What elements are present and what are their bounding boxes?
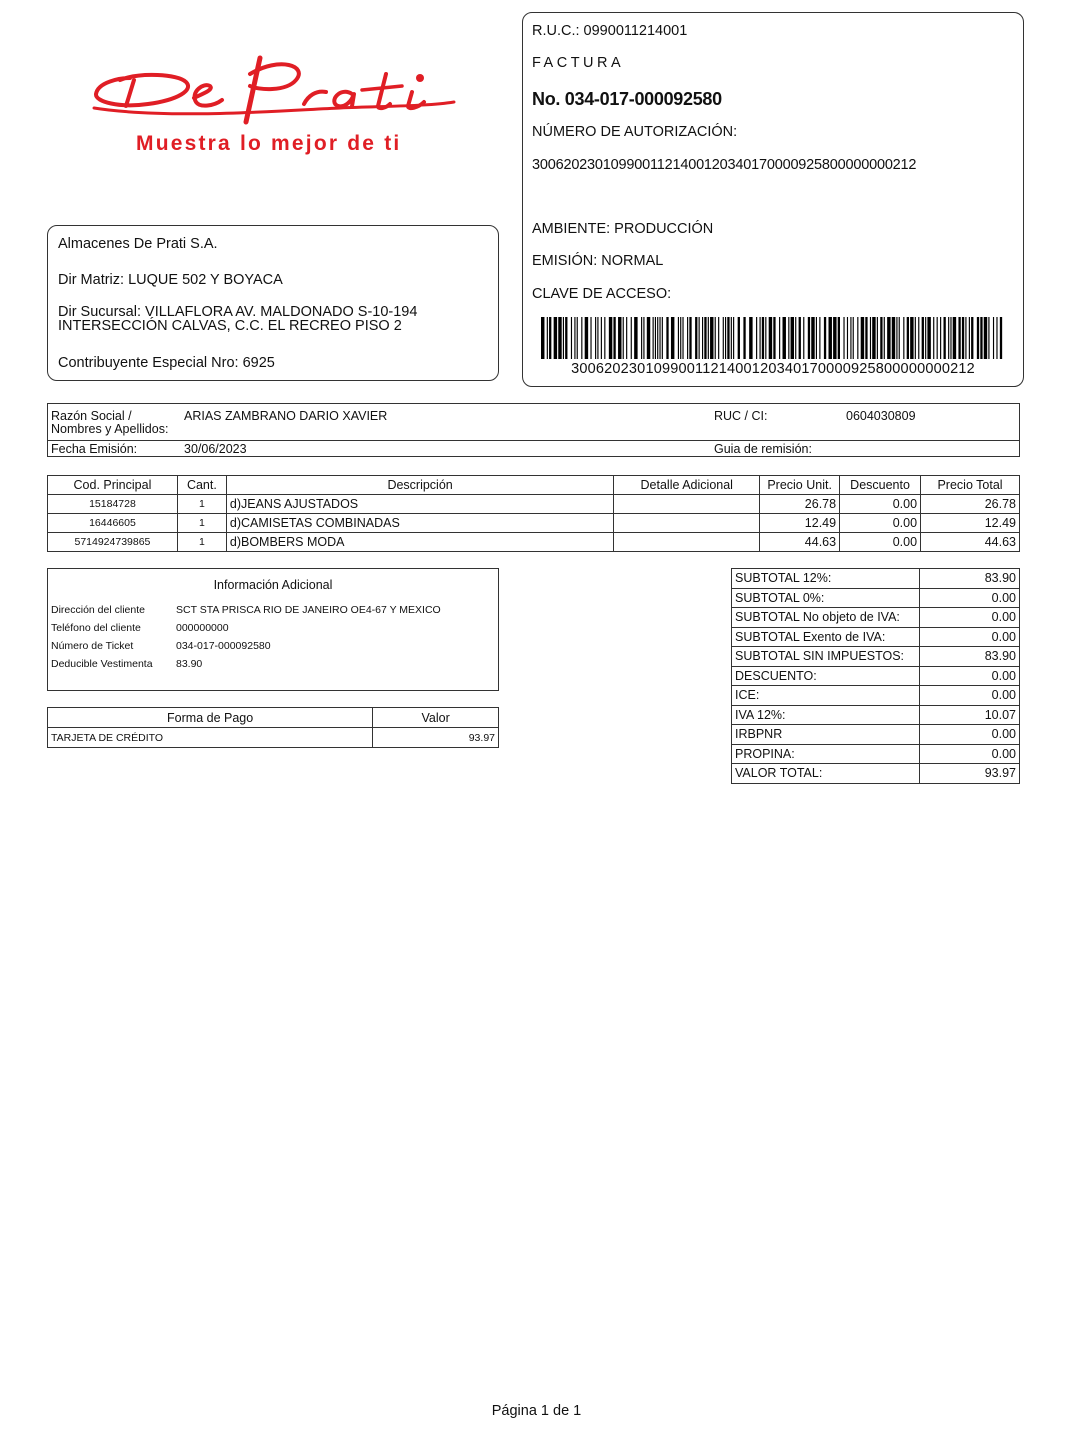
totals-value: 0.00 [920, 725, 1020, 745]
table-row [48, 514, 1020, 533]
totals-row [732, 569, 1020, 589]
payment-value: 93.97 [373, 728, 499, 748]
totals-label: SUBTOTAL No objeto de IVA: [732, 608, 920, 628]
item-total: 26.78 [921, 495, 1020, 514]
info-key: Teléfono del cliente [51, 622, 141, 634]
totals-row [732, 764, 1020, 784]
customer-ruc-label: RUC / CI: [714, 409, 768, 423]
info-key: Número de Ticket [51, 640, 134, 652]
totals-value: 83.90 [920, 569, 1020, 589]
item-detail [614, 514, 760, 533]
guia-remision-label: Guia de remisión: [714, 442, 812, 456]
de-prati-logo [90, 50, 470, 170]
info-key: Dirección del cliente [51, 604, 145, 616]
payment-method-header: Forma de Pago [48, 708, 373, 728]
invoice-ambiente: AMBIENTE: PRODUCCIÓN [532, 221, 714, 237]
payment-method: TARJETA DE CRÉDITO [48, 728, 373, 748]
totals-row [732, 705, 1020, 725]
invoice-ruc: R.U.C.: 0990011214001 [532, 23, 688, 39]
totals-label: VALOR TOTAL: [732, 764, 920, 784]
totals-label: SUBTOTAL 12%: [732, 569, 920, 589]
item-description: d)BOMBERS MODA [226, 533, 613, 552]
col-header-code: Cod. Principal [48, 476, 178, 495]
authorization-label: NÚMERO DE AUTORIZACIÓN: [532, 124, 738, 140]
col-header-detail: Detalle Adicional [614, 476, 760, 495]
totals-label: PROPINA: [732, 744, 920, 764]
totals-row [732, 686, 1020, 706]
item-discount: 0.00 [840, 514, 921, 533]
customer-name: ARIAS ZAMBRANO DARIO XAVIER [184, 409, 388, 423]
invoice-doc-type: FACTURA [532, 55, 625, 71]
totals-row [732, 725, 1020, 745]
item-discount: 0.00 [840, 533, 921, 552]
item-code: 16446605 [48, 514, 178, 533]
totals-row [732, 588, 1020, 608]
totals-label: IRBPNR [732, 725, 920, 745]
totals-value: 0.00 [920, 666, 1020, 686]
payment-table [47, 707, 499, 748]
table-row [48, 495, 1020, 514]
item-total: 44.63 [921, 533, 1020, 552]
payment-header-row [48, 708, 499, 728]
page-number: Página 1 de 1 [491, 1403, 582, 1419]
totals-row [732, 647, 1020, 667]
customer-box [47, 403, 1020, 457]
additional-info-box [47, 568, 499, 691]
invoice-number: No. 034-017-000092580 [532, 89, 722, 109]
razon-social-label-line1: Razón Social / [51, 409, 132, 423]
issuer-address-matriz: Dir Matriz: LUQUE 502 Y BOYACA [58, 272, 283, 288]
brand-tagline: Muestra lo mejor de ti [136, 132, 402, 155]
item-detail [614, 533, 760, 552]
item-qty: 1 [177, 495, 226, 514]
totals-value: 0.00 [920, 588, 1020, 608]
item-unit-price: 44.63 [760, 533, 840, 552]
item-code: 5714924739865 [48, 533, 178, 552]
col-header-total: Precio Total [921, 476, 1020, 495]
access-key-label: CLAVE DE ACCESO: [532, 286, 672, 302]
access-key-barcode [541, 317, 1005, 359]
item-detail [614, 495, 760, 514]
totals-value: 83.90 [920, 647, 1020, 667]
item-description: d)CAMISETAS COMBINADAS [226, 514, 613, 533]
razon-social-label [51, 410, 168, 436]
issue-date-label: Fecha Emisión: [51, 442, 138, 456]
totals-label: ICE: [732, 686, 920, 706]
info-value: 83.90 [176, 658, 203, 670]
info-value: SCT STA PRISCA RIO DE JANEIRO OE4-67 Y MEXICO [176, 604, 441, 616]
item-discount: 0.00 [840, 495, 921, 514]
razon-social-label-line2: Nombres y Apellidos: [51, 422, 169, 436]
issuer-address-sucursal-line1: Dir Sucursal: VILLAFLORA AV. MALDONADO S-10-194 [58, 304, 418, 320]
issue-date: 30/06/2023 [184, 442, 247, 456]
totals-label: SUBTOTAL Exento de IVA: [732, 627, 920, 647]
invoice-box [522, 12, 1024, 387]
item-qty: 1 [177, 533, 226, 552]
item-unit-price: 26.78 [760, 495, 840, 514]
totals-table [731, 568, 1020, 784]
invoice-emision: EMISIÓN: NORMAL [532, 253, 664, 269]
totals-value: 0.00 [920, 627, 1020, 647]
totals-value: 10.07 [920, 705, 1020, 725]
table-row [48, 728, 499, 748]
issuer-name: Almacenes De Prati S.A. [58, 236, 218, 252]
totals-row [732, 744, 1020, 764]
totals-value: 0.00 [920, 608, 1020, 628]
totals-row [732, 666, 1020, 686]
info-value: 034-017-000092580 [176, 640, 271, 652]
totals-value: 93.97 [920, 764, 1020, 784]
customer-divider [48, 440, 1019, 441]
item-qty: 1 [177, 514, 226, 533]
authorization-number: 3006202301099001121400120340170000925800000000212 [532, 157, 917, 173]
issuer-contribuyente: Contribuyente Especial Nro: 6925 [58, 355, 275, 371]
de-prati-logo-script [90, 50, 470, 132]
totals-label: SUBTOTAL 0%: [732, 588, 920, 608]
payment-value-header: Valor [373, 708, 499, 728]
item-code: 15184728 [48, 495, 178, 514]
col-header-discount: Descuento [840, 476, 921, 495]
col-header-unit-price: Precio Unit. [760, 476, 840, 495]
additional-info-title: Información Adicional [213, 578, 333, 592]
totals-label: DESCUENTO: [732, 666, 920, 686]
col-header-description: Descripción [226, 476, 613, 495]
totals-row [732, 627, 1020, 647]
info-value: 000000000 [176, 622, 229, 634]
item-unit-price: 12.49 [760, 514, 840, 533]
access-key-number: 3006202301099001121400120340170000925800000000212 [571, 361, 975, 377]
totals-label: SUBTOTAL SIN IMPUESTOS: [732, 647, 920, 667]
customer-ruc: 0604030809 [846, 409, 916, 423]
issuer-address-sucursal [58, 305, 417, 333]
item-description: d)JEANS AJUSTADOS [226, 495, 613, 514]
table-row [48, 533, 1020, 552]
issuer-address-sucursal-line2: INTERSECCIÓN CALVAS, C.C. EL RECREO PISO 2 [58, 318, 402, 334]
item-total: 12.49 [921, 514, 1020, 533]
items-table [47, 475, 1020, 552]
info-key: Deducible Vestimenta [51, 658, 153, 670]
totals-value: 0.00 [920, 686, 1020, 706]
totals-value: 0.00 [920, 744, 1020, 764]
issuer-box [47, 225, 499, 381]
col-header-qty: Cant. [177, 476, 226, 495]
items-header-row [48, 476, 1020, 495]
totals-label: IVA 12%: [732, 705, 920, 725]
totals-row [732, 608, 1020, 628]
